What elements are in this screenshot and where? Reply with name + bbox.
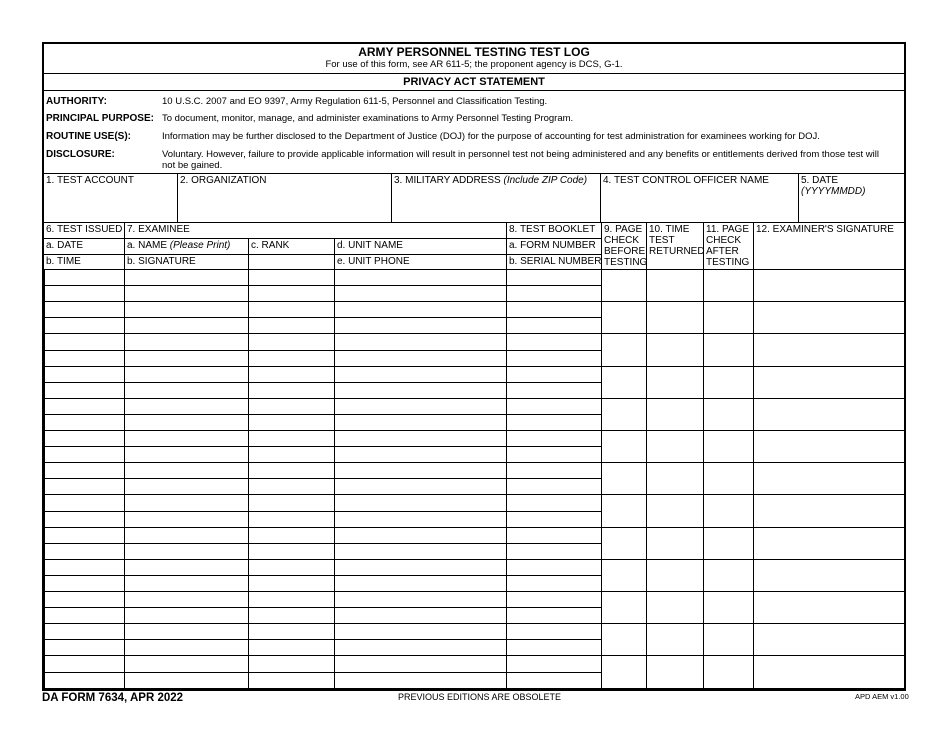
- examinee-header: 7. EXAMINEE: [127, 224, 190, 235]
- grid-column-line: [44, 269, 45, 689]
- grid-subrow-line: [44, 511, 601, 512]
- b-serial-number-header: b. SERIAL NUMBER: [509, 256, 602, 267]
- grid-row-line: [44, 301, 904, 302]
- version-label: APD AEM v1.00: [855, 692, 909, 701]
- disclosure-text: Voluntary. However, failure to provide applicable information will result in personnel test not being administered and any benefits or entitlements derived from those test will not be gained.: [162, 149, 879, 171]
- grid-row-line: [44, 269, 904, 270]
- a-date-header: a. DATE: [46, 240, 84, 251]
- grid-subrow-line: [44, 607, 601, 608]
- tco-name-label: 4. TEST CONTROL OFFICER NAME: [603, 175, 769, 186]
- tco-name-field[interactable]: [601, 174, 799, 222]
- examiner-signature-header: 12. EXAMINER'S SIGNATURE: [756, 224, 894, 235]
- c-rank-header: c. RANK: [251, 240, 290, 251]
- form-title-block: [44, 44, 904, 74]
- d-unit-name-header: d. UNIT NAME: [337, 240, 403, 251]
- form-id: DA FORM 7634, APR 2022: [42, 692, 184, 704]
- grid-column-line: [703, 269, 704, 689]
- grid-row-line: [44, 430, 904, 431]
- grid-subrow-line: [44, 543, 601, 544]
- form-title: ARMY PERSONNEL TESTING TEST LOG: [358, 45, 590, 59]
- routine-use-text: Information may be further disclosed to the Department of Justice (DOJ) for the purpose of accounting for test administration for examinees working for DOJ.: [162, 131, 820, 142]
- grid-row-line: [44, 333, 904, 334]
- form-frame: [42, 42, 906, 691]
- test-account-label: 1. TEST ACCOUNT: [46, 175, 134, 186]
- grid-column-line: [248, 269, 249, 689]
- a-name-header: a. NAME (Please Print): [127, 240, 231, 251]
- column-headers: [44, 223, 904, 270]
- grid-subrow-line: [44, 639, 601, 640]
- organization-label: 2. ORGANIZATION: [180, 175, 267, 186]
- a-form-number-header: a. FORM NUMBER: [509, 240, 596, 251]
- authority-label: AUTHORITY:: [46, 96, 107, 107]
- entry-grid[interactable]: [44, 269, 904, 689]
- b-signature-header: b. SIGNATURE: [127, 256, 196, 267]
- grid-row-line: [44, 623, 904, 624]
- routine-use-label: ROUTINE USE(S):: [46, 131, 131, 142]
- grid-column-line: [646, 269, 647, 689]
- test-account-field[interactable]: [44, 174, 178, 222]
- grid-column-line: [124, 269, 125, 689]
- organization-field[interactable]: [178, 174, 392, 222]
- grid-subrow-line: [44, 672, 601, 673]
- grid-subrow-line: [44, 317, 601, 318]
- grid-column-line: [334, 269, 335, 689]
- grid-row-line: [44, 494, 904, 495]
- date-label: 5. DATE (YYYYMMDD): [801, 175, 866, 197]
- grid-row-line: [44, 527, 904, 528]
- grid-row-line: [44, 462, 904, 463]
- editions-note: PREVIOUS EDITIONS ARE OBSOLETE: [398, 692, 562, 702]
- purpose-label: PRINCIPAL PURPOSE:: [46, 113, 154, 124]
- form-subtitle: For use of this form, see AR 611-5; the proponent agency is DCS, G-1.: [325, 59, 623, 70]
- grid-subrow-line: [44, 446, 601, 447]
- grid-row-line: [44, 559, 904, 560]
- grid-row-line: [44, 688, 904, 689]
- disclosure-label: DISCLOSURE:: [46, 149, 115, 160]
- date-field[interactable]: [799, 174, 904, 222]
- grid-subrow-line: [44, 285, 601, 286]
- grid-column-line: [506, 269, 507, 689]
- e-unit-phone-header: e. UNIT PHONE: [337, 256, 410, 267]
- grid-row-line: [44, 398, 904, 399]
- test-issued-header: 6. TEST ISSUED: [46, 224, 123, 235]
- page-check-after-header: 11. PAGE CHECK AFTER TESTING: [706, 224, 750, 268]
- grid-row-line: [44, 591, 904, 592]
- grid-subrow-line: [44, 382, 601, 383]
- time-returned-header: 10. TIME TEST RETURNED: [649, 224, 705, 257]
- grid-subrow-line: [44, 478, 601, 479]
- grid-row-line: [44, 655, 904, 656]
- test-booklet-header: 8. TEST BOOKLET: [509, 224, 596, 235]
- grid-column-line: [601, 269, 602, 689]
- grid-subrow-line: [44, 575, 601, 576]
- military-address-field[interactable]: [392, 174, 601, 222]
- purpose-text: To document, monitor, manage, and administer examinations to Army Personnel Testing Program.: [162, 113, 574, 124]
- military-address-label: 3. MILITARY ADDRESS (Include ZIP Code): [394, 175, 588, 186]
- authority-text: 10 U.S.C. 2007 and EO 9397, Army Regulation 611-5, Personnel and Classification Testing.: [162, 96, 548, 107]
- grid-subrow-line: [44, 414, 601, 415]
- grid-subrow-line: [44, 350, 601, 351]
- b-time-header: b. TIME: [46, 256, 81, 267]
- privacy-act-heading: PRIVACY ACT STATEMENT: [44, 74, 904, 91]
- grid-row-line: [44, 366, 904, 367]
- page-check-before-header: 9. PAGE CHECK BEFORE TESTING: [604, 224, 648, 268]
- grid-column-line: [753, 269, 754, 689]
